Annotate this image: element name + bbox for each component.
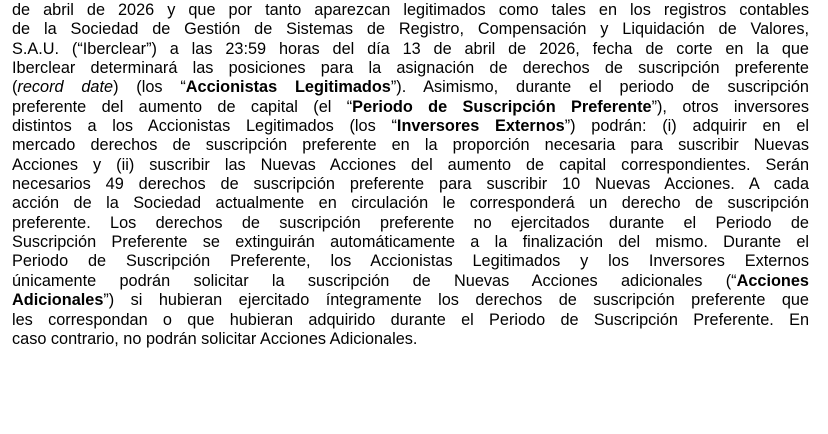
text-run: de abril de 2026 y que por tanto aparezcan legitimados como tales en los registros contables [12,1,809,19]
text-line [12,233,809,252]
text-line [12,136,809,155]
text-run: ”) si hubieran ejercitado íntegramente los derechos de suscripción preferente que [103,291,809,310]
text-run: únicamente podrán solicitar la suscripción de Nuevas Acciones adicionales (“ [12,271,737,290]
document-body [12,1,809,349]
text-line [12,117,809,136]
text-run: acción de la Sociedad actualmente en circulación le corresponderá un derecho de suscripción [12,194,809,213]
text-line [12,175,809,194]
text-run: caso contrario, no podrán solicitar Acciones Adicionales. [12,329,418,348]
text-run: ) (los “ [113,78,186,97]
text-line [12,156,809,175]
text-run: preferente. Los derechos de suscripción preferente no ejercitados durante el Periodo de [12,213,809,232]
text-run: Iberclear determinará las posiciones para la asignación de derechos de suscripción preferente [12,59,809,78]
text-run: Suscripción Preferente se extinguirán automáticamente a la finalización del mismo. Durante el [12,233,809,252]
text-line [12,59,809,78]
defined-term: Inversores Externos [396,117,565,136]
text-run: ( [12,78,18,97]
text-line [12,330,809,349]
text-line [12,214,809,233]
defined-term: Periodo de Suscripción Preferente [352,97,652,116]
text-line [12,311,809,330]
text-run: Periodo de Suscripción Preferente, los Accionistas Legitimados y los Inversores Externos [12,252,809,271]
defined-term: Acciones [736,271,809,290]
text-run: Acciones y (ii) suscribir las Nuevas Acciones del aumento de capital correspondientes. Serán [12,155,809,174]
text-run: S.A.U. (“Iberclear”) a las 23:59 horas del día 13 de abril de 2026, fecha de corte en la que [12,39,809,58]
text-line [12,291,809,310]
text-run: ”). Asimismo, durante el periodo de suscripción [390,78,809,97]
text-line [12,252,809,271]
paragraph [12,1,809,349]
text-run: preferente del aumento de capital (el “ [12,97,353,116]
text-line [12,98,809,117]
defined-term: Adicionales [12,291,104,310]
text-line [12,272,809,291]
text-run: mercado derechos de suscripción preferente en la proporción necesaria para suscribir Nuevas [12,136,809,155]
text-line [12,194,809,213]
italic-term: record date [17,78,114,97]
defined-term: Accionistas Legitimados [185,78,391,97]
text-run: ”), otros inversores [651,97,809,116]
text-line [12,20,809,39]
text-run: distintos a los Accionistas Legitimados (los “ [12,117,397,136]
text-run: de la Sociedad de Gestión de Sistemas de Registro, Compensación y Liquidación de Valores, [12,20,809,39]
text-line [12,40,809,59]
text-run: ”) podrán: (i) adquirir en el [564,117,809,136]
text-line [12,1,809,20]
text-run: necesarios 49 derechos de suscripción preferente para suscribir 10 Nuevas Acciones. A cada [12,175,809,194]
text-run: les correspondan o que hubieran adquirido durante el Periodo de Suscripción Preferente. En [12,310,809,329]
text-line [12,78,809,97]
